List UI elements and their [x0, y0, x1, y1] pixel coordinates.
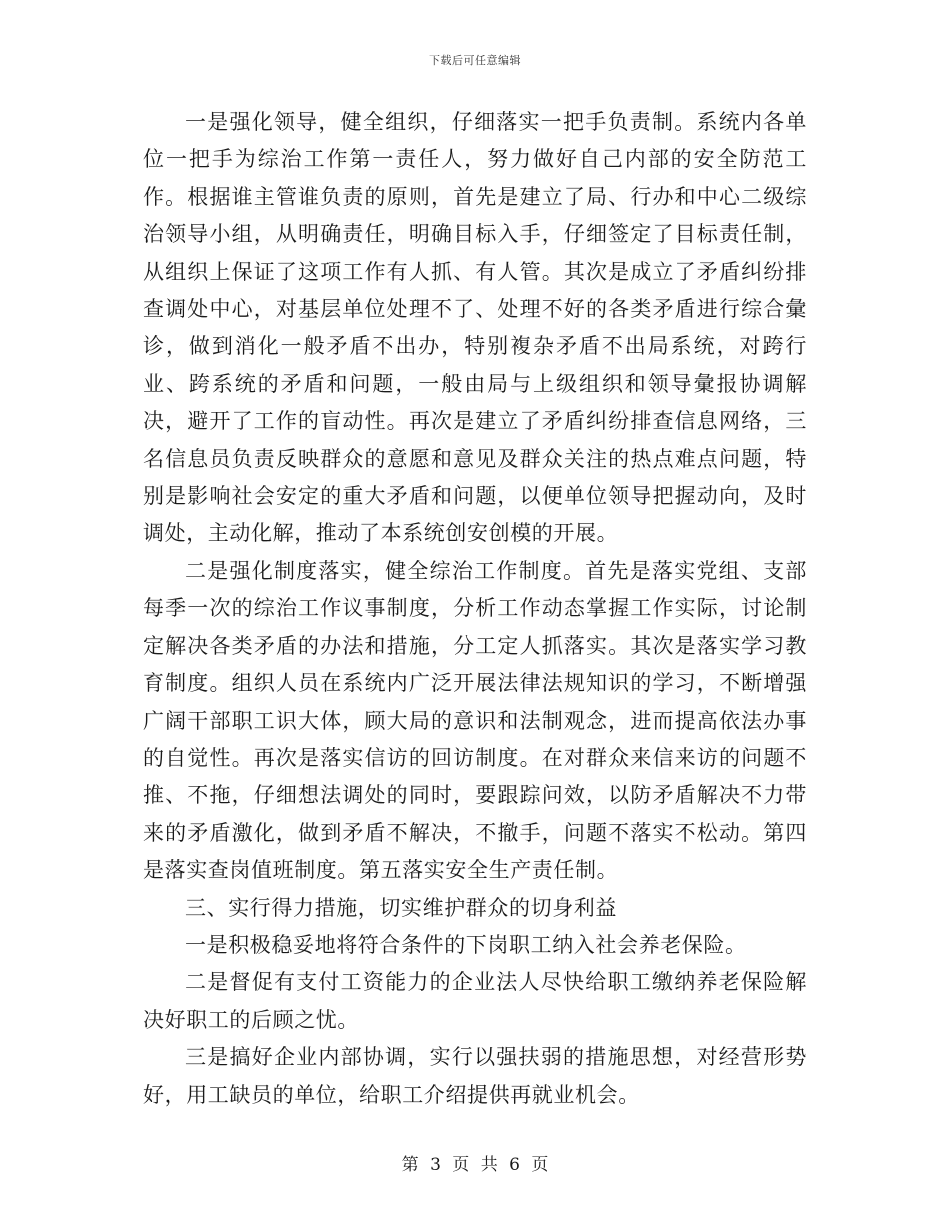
- paragraph-enterprise-pension: 二是督促有支付工资能力的企业法人尽快给职工缴纳养老保险解决好职工的后顾之忧。: [143, 970, 807, 1032]
- paragraph-reemployment: 三是搞好企业内部协调，实行以强扶弱的措施思想，对经营形势好，用工缺员的单位，给职工介绍提供再就业机会。: [143, 1045, 807, 1107]
- document-body: [143, 104, 807, 1114]
- paragraph-system-implementation: 二是强化制度落实，健全综治工作制度。首先是落实党组、支部每季一次的综治工作议事制度，分析工作动态掌握工作实际，讨论制定解决各类矛盾的办法和措施，分工定人抓落实。其次是落实学习教育制度。组织人员在系统内广泛开展法律法规知识的学习，不断增强广阔干部职工识大体，顾大局的意识和法制观念，进而提高依法办事的自觉性。再次是落实信访的回访制度。在对群众来信来访的问题不推、不拖，仔细想法调处的同时，要跟踪问效，以防矛盾解决不力带来的矛盾激化，做到矛盾不解决，不撤手，问题不落实不松动。第四是落实查岗值班制度。第五落实安全生产责任制。: [143, 558, 807, 883]
- section-heading-measures: 三、实行得力措施，切实维护群众的切身利益: [185, 895, 617, 920]
- paragraph-leadership: 一是强化领导，健全组织，仔细落实一把手负责制。系统内各单位一把手为综治工作第一责任人，努力做好自己内部的安全防范工作。根据谁主管谁负责的原则，首先是建立了局、行办和中心二级综治领导小组，从明确责任，明确目标入手，仔细签定了目标责任制，从组织上保证了这项工作有人抓、有人管。其次是成立了矛盾纠纷排查调处中心，对基层单位处理不了、处理不好的各类矛盾进行综合彙诊，做到消化一般矛盾不出办，特别複杂矛盾不出局系统，对跨行业、跨系统的矛盾和问题，一般由局与上级组织和领导彙报协调解决，避开了工作的盲动性。再次是建立了矛盾纠纷排查信息网络，三名信息员负责反映群众的意愿和意见及群众关注的热点难点问题，特别是影响社会安定的重大矛盾和问题，以便单位领导把握动向，及时调处，主动化解，推动了本系统创安创模的开展。: [143, 110, 807, 546]
- page-header: 下载后可任意编辑: [429, 54, 521, 67]
- paragraph-pension-insurance: 一是积极稳妥地将符合条件的下岗职工纳入社会养老保险。: [185, 932, 747, 957]
- page-footer: 第 3 页 共 6 页: [401, 1155, 549, 1175]
